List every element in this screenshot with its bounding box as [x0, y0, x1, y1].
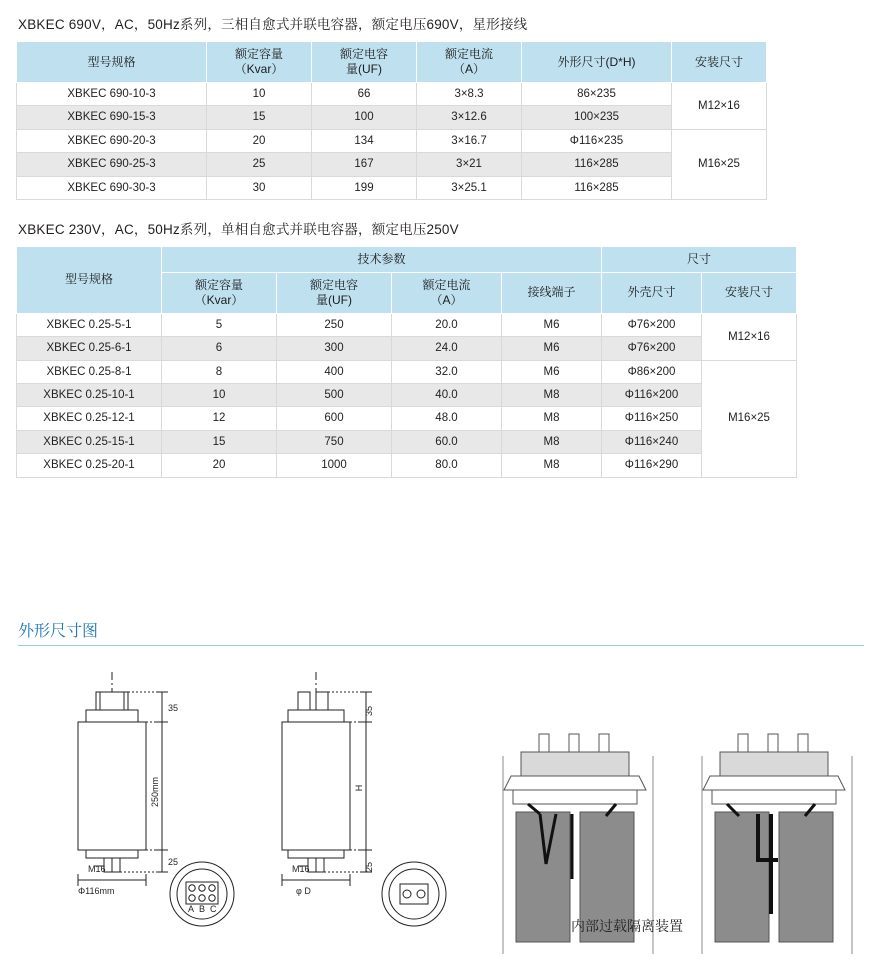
cell-amp: 80.0: [392, 454, 502, 477]
cell-model: XBKEC 690-20-3: [17, 129, 207, 152]
cell-kvar: 15: [207, 106, 312, 129]
cell-shell: Φ116×200: [602, 384, 702, 407]
cell-size: 116×285: [522, 176, 672, 199]
dim-left-body: 250mm: [150, 776, 160, 807]
cell-uf: 1000: [277, 454, 392, 477]
cell-kvar: 12: [162, 407, 277, 430]
cell-uf: 300: [277, 337, 392, 360]
col-group-tech: 技术参数: [162, 246, 602, 272]
cell-size: 86×235: [522, 83, 672, 106]
cell-amp: 24.0: [392, 337, 502, 360]
table-row: [17, 454, 797, 477]
cell-mount: M16×25: [672, 129, 767, 199]
cell-amp: 20.0: [392, 313, 502, 336]
table-row: [17, 129, 767, 152]
terminal-letter-a: A: [188, 903, 195, 914]
cell-kvar: 8: [162, 360, 277, 383]
dim-left-diameter: Φ116mm: [78, 885, 115, 896]
terminal-letter-b: B: [199, 903, 206, 914]
table-header-group-row: [17, 246, 797, 272]
cell-model: XBKEC 690-10-3: [17, 83, 207, 106]
cell-mount: M16×25: [702, 360, 797, 477]
dim-left-thread: M16: [88, 863, 106, 874]
col-kvar: 额定容量 （Kvar）: [162, 272, 277, 313]
cell-terminal: M8: [502, 430, 602, 453]
cell-amp: 40.0: [392, 384, 502, 407]
cell-kvar: 10: [207, 83, 312, 106]
outline-divider: [18, 645, 864, 646]
cell-kvar: 25: [207, 153, 312, 176]
col-outline-size: 外形尺寸(D*H): [522, 42, 672, 83]
col-group-size: 尺寸: [602, 246, 797, 272]
cell-terminal: M6: [502, 337, 602, 360]
table-row: [17, 83, 767, 106]
table2-title: XBKEC 230V，AC，50Hz系列，单相自愈式并联电容器，额定电压250V: [18, 221, 459, 237]
col-uf: 额定电容 量(UF): [277, 272, 392, 313]
dim-mid-diameter: φ D: [296, 885, 311, 896]
cell-amp: 60.0: [392, 430, 502, 453]
cell-model: XBKEC 0.25-5-1: [17, 313, 162, 336]
cell-model: XBKEC 0.25-20-1: [17, 454, 162, 477]
cell-uf: 750: [277, 430, 392, 453]
dim-left-bottom: 25: [168, 856, 179, 867]
outline-drawings: [16, 664, 866, 964]
table-row: [17, 106, 767, 129]
cell-model: XBKEC 0.25-6-1: [17, 337, 162, 360]
cell-terminal: M6: [502, 313, 602, 336]
dim-mid-thread: M16: [292, 863, 310, 874]
dim-left-top: 35: [168, 702, 179, 713]
cell-shell: Φ116×240: [602, 430, 702, 453]
cell-terminal: M8: [502, 454, 602, 477]
cell-uf: 400: [277, 360, 392, 383]
cell-amp: 3×16.7: [417, 129, 522, 152]
cell-model: XBKEC 690-30-3: [17, 176, 207, 199]
dim-mid-body: H: [354, 784, 364, 791]
cell-terminal: M8: [502, 407, 602, 430]
outline-section: [16, 618, 866, 964]
cell-kvar: 15: [162, 430, 277, 453]
cell-shell: Φ86×200: [602, 360, 702, 383]
cell-uf: 199: [312, 176, 417, 199]
cell-uf: 600: [277, 407, 392, 430]
col-terminal: 接线端子: [502, 272, 602, 313]
cell-model: XBKEC 0.25-10-1: [17, 384, 162, 407]
col-uf: 额定电容 量(UF): [312, 42, 417, 83]
col-shell-size: 外壳尺寸: [602, 272, 702, 313]
cell-kvar: 20: [207, 129, 312, 152]
table-690v: [16, 41, 767, 200]
col-amp: 额定电流 （A）: [392, 272, 502, 313]
table-row: [17, 430, 797, 453]
cell-mount: M12×16: [672, 83, 767, 130]
col-model: 型号规格: [17, 42, 207, 83]
cell-amp: 3×8.3: [417, 83, 522, 106]
cell-kvar: 5: [162, 313, 277, 336]
cell-model: XBKEC 0.25-15-1: [17, 430, 162, 453]
dim-mid-bottom: 25: [364, 861, 374, 872]
col-mount-size: 安装尺寸: [672, 42, 767, 83]
col-model: 型号规格: [17, 246, 162, 313]
table-header-row: [17, 42, 767, 83]
cell-shell: Φ76×200: [602, 337, 702, 360]
cell-model: XBKEC 690-15-3: [17, 106, 207, 129]
cell-uf: 250: [277, 313, 392, 336]
cell-uf: 134: [312, 129, 417, 152]
cell-uf: 167: [312, 153, 417, 176]
cell-kvar: 30: [207, 176, 312, 199]
table-230v: [16, 246, 797, 478]
cell-size: 100×235: [522, 106, 672, 129]
cell-uf: 100: [312, 106, 417, 129]
cell-model: XBKEC 690-25-3: [17, 153, 207, 176]
col-kvar: 额定容量 （Kvar）: [207, 42, 312, 83]
cell-uf: 66: [312, 83, 417, 106]
table-row: [17, 313, 797, 336]
col-amp: 额定电流 （A）: [417, 42, 522, 83]
cell-mount: M12×16: [702, 313, 797, 360]
cell-size: 116×285: [522, 153, 672, 176]
cell-shell: Φ116×290: [602, 454, 702, 477]
table-row: [17, 176, 767, 199]
table-row: [17, 153, 767, 176]
dim-mid-top: 35: [364, 705, 374, 716]
cell-shell: Φ116×250: [602, 407, 702, 430]
outline-drawing-svg: [16, 664, 866, 964]
terminal-letter-c: C: [210, 903, 217, 914]
cell-amp: 3×12.6: [417, 106, 522, 129]
cell-uf: 500: [277, 384, 392, 407]
table-row: [17, 337, 797, 360]
cell-terminal: M6: [502, 360, 602, 383]
outline-caption: 内部过载隔离装置: [571, 917, 683, 934]
cell-amp: 3×25.1: [417, 176, 522, 199]
cell-model: XBKEC 0.25-8-1: [17, 360, 162, 383]
cell-kvar: 6: [162, 337, 277, 360]
table-row: [17, 360, 797, 383]
cell-amp: 32.0: [392, 360, 502, 383]
table1-title: XBKEC 690V，AC，50Hz系列，三相自愈式并联电容器，额定电压690V，星形接线: [18, 17, 528, 32]
cell-model: XBKEC 0.25-12-1: [17, 407, 162, 430]
cell-terminal: M8: [502, 384, 602, 407]
table-row: [17, 384, 797, 407]
outline-heading: 外形尺寸图: [18, 622, 99, 640]
cell-shell: Φ76×200: [602, 313, 702, 336]
page-root: [0, 13, 882, 978]
cell-size: Φ116×235: [522, 129, 672, 152]
cell-amp: 3×21: [417, 153, 522, 176]
col-mount-size: 安装尺寸: [702, 272, 797, 313]
cell-kvar: 20: [162, 454, 277, 477]
cell-amp: 48.0: [392, 407, 502, 430]
cell-kvar: 10: [162, 384, 277, 407]
table-row: [17, 407, 797, 430]
